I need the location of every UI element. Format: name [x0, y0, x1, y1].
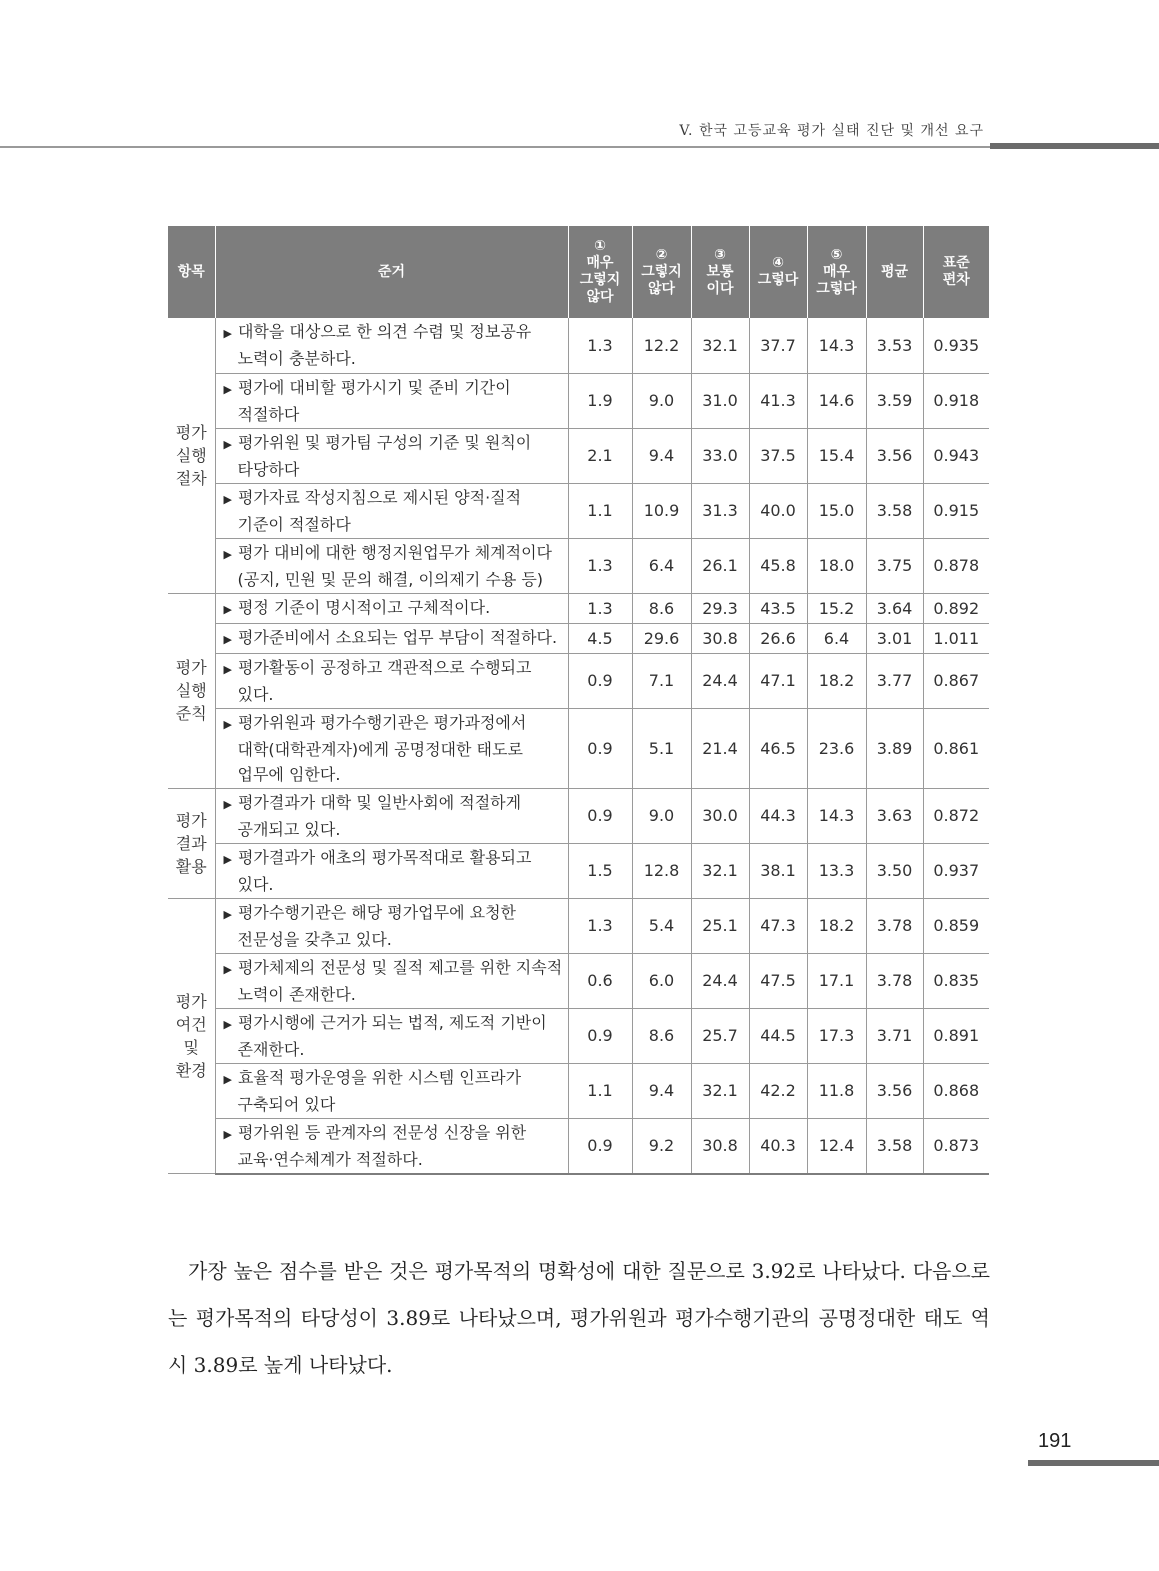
value-cell: 31.3 — [691, 483, 749, 538]
value-cell: 32.1 — [691, 1063, 749, 1118]
criterion-text: 노력이 존재한다. — [237, 984, 356, 1004]
value-cell: 43.5 — [749, 593, 807, 623]
value-cell: 3.50 — [866, 843, 923, 898]
value-cell: 0.9 — [568, 653, 632, 708]
value-cell: 46.5 — [749, 708, 807, 788]
value-cell: 37.7 — [749, 318, 807, 373]
value-cell: 18.2 — [807, 653, 866, 708]
value-cell: 32.1 — [691, 843, 749, 898]
table-row — [168, 898, 989, 953]
value-cell: 25.1 — [691, 898, 749, 953]
value-cell: 3.63 — [866, 788, 923, 843]
criterion-cell — [215, 953, 568, 1008]
table-row — [168, 788, 989, 843]
criterion-cell — [215, 623, 568, 653]
value-cell: 6.4 — [807, 623, 866, 653]
criterion-text: 효율적 평가운영을 위한 시스템 인프라가 — [237, 1067, 522, 1087]
category-cell: 평가 결과 활용 — [168, 788, 215, 898]
criterion-cell — [215, 898, 568, 953]
criterion-cell — [215, 373, 568, 428]
table-row — [168, 843, 989, 898]
bullet-arrow-icon: ▶ — [223, 907, 232, 921]
criterion-text: 타당하다 — [237, 459, 300, 479]
body-paragraph — [168, 1248, 990, 1389]
value-cell: 1.3 — [568, 538, 632, 593]
value-cell: 3.75 — [866, 538, 923, 593]
value-cell: 9.0 — [632, 373, 691, 428]
value-cell: 0.878 — [923, 538, 989, 593]
bullet-arrow-icon: ▶ — [223, 1072, 232, 1086]
value-cell: 0.867 — [923, 653, 989, 708]
header-rule — [0, 146, 990, 148]
value-cell: 13.3 — [807, 843, 866, 898]
value-cell: 17.3 — [807, 1008, 866, 1063]
value-cell: 0.9 — [568, 708, 632, 788]
value-cell: 0.873 — [923, 1118, 989, 1174]
value-cell: 14.6 — [807, 373, 866, 428]
value-cell: 33.0 — [691, 428, 749, 483]
value-cell: 24.4 — [691, 953, 749, 1008]
value-cell: 23.6 — [807, 708, 866, 788]
criterion-text: 공개되고 있다. — [237, 819, 341, 839]
value-cell: 30.8 — [691, 1118, 749, 1174]
criterion-cell — [215, 483, 568, 538]
column-header: 표준 편차 — [923, 226, 989, 318]
criterion-text: 평가에 대비할 평가시기 및 준비 기간이 — [237, 377, 511, 397]
category-cell: 평가 여건 및 환경 — [168, 898, 215, 1174]
value-cell: 41.3 — [749, 373, 807, 428]
value-cell: 14.3 — [807, 788, 866, 843]
value-cell: 0.892 — [923, 593, 989, 623]
value-cell: 1.9 — [568, 373, 632, 428]
value-cell: 14.3 — [807, 318, 866, 373]
criterion-cell — [215, 708, 568, 788]
column-header: ② 그렇지 않다 — [632, 226, 691, 318]
table-row — [168, 1008, 989, 1063]
value-cell: 25.7 — [691, 1008, 749, 1063]
value-cell: 9.2 — [632, 1118, 691, 1174]
criterion-cell — [215, 1008, 568, 1063]
running-header — [0, 116, 1159, 150]
value-cell: 0.835 — [923, 953, 989, 1008]
category-cell: 평가 실행 준칙 — [168, 593, 215, 788]
value-cell: 0.943 — [923, 428, 989, 483]
value-cell: 45.8 — [749, 538, 807, 593]
value-cell: 0.915 — [923, 483, 989, 538]
value-cell: 32.1 — [691, 318, 749, 373]
running-header-title: V. 한국 고등교육 평가 실태 진단 및 개선 요구 — [679, 123, 984, 139]
criterion-text: 대학(대학관계자)에게 공명정대한 태도로 — [237, 739, 523, 759]
criterion-text: 평가활동이 공정하고 객관적으로 수행되고 — [237, 657, 532, 677]
value-cell: 0.6 — [568, 953, 632, 1008]
criterion-cell — [215, 1063, 568, 1118]
bullet-arrow-icon: ▶ — [223, 382, 232, 396]
criterion-text: 평가위원 등 관계자의 전문성 신장을 위한 — [237, 1122, 527, 1142]
value-cell: 47.1 — [749, 653, 807, 708]
value-cell: 44.3 — [749, 788, 807, 843]
criterion-text: 평가수행기관은 해당 평가업무에 요청한 — [237, 902, 516, 922]
value-cell: 12.2 — [632, 318, 691, 373]
bullet-arrow-icon: ▶ — [223, 437, 232, 451]
value-cell: 0.868 — [923, 1063, 989, 1118]
criterion-cell — [215, 1118, 568, 1174]
value-cell: 29.6 — [632, 623, 691, 653]
column-header: ① 매우 그렇지 않다 — [568, 226, 632, 318]
value-cell: 11.8 — [807, 1063, 866, 1118]
criterion-cell — [215, 653, 568, 708]
value-cell: 15.0 — [807, 483, 866, 538]
value-cell: 2.1 — [568, 428, 632, 483]
table-row — [168, 318, 989, 373]
value-cell: 40.0 — [749, 483, 807, 538]
criterion-text: 평정 기준이 명시적이고 구체적이다. — [237, 597, 491, 617]
criterion-cell — [215, 593, 568, 623]
criterion-text: 평가결과가 애초의 평가목적대로 활용되고 — [237, 847, 532, 867]
value-cell: 47.3 — [749, 898, 807, 953]
value-cell: 18.0 — [807, 538, 866, 593]
table-row — [168, 373, 989, 428]
table-row — [168, 953, 989, 1008]
value-cell: 42.2 — [749, 1063, 807, 1118]
value-cell: 30.8 — [691, 623, 749, 653]
value-cell: 3.56 — [866, 1063, 923, 1118]
value-cell: 12.4 — [807, 1118, 866, 1174]
criterion-text: 평가위원 및 평가팀 구성의 기준 및 원칙이 — [237, 432, 532, 452]
table-row — [168, 1118, 989, 1174]
value-cell: 3.77 — [866, 653, 923, 708]
value-cell: 38.1 — [749, 843, 807, 898]
column-header: ④ 그렇다 — [749, 226, 807, 318]
value-cell: 0.918 — [923, 373, 989, 428]
value-cell: 37.5 — [749, 428, 807, 483]
criterion-cell — [215, 428, 568, 483]
value-cell: 5.4 — [632, 898, 691, 953]
value-cell: 0.937 — [923, 843, 989, 898]
value-cell: 1.5 — [568, 843, 632, 898]
value-cell: 3.59 — [866, 373, 923, 428]
bullet-arrow-icon: ▶ — [223, 962, 232, 976]
bullet-arrow-icon: ▶ — [223, 1017, 232, 1031]
body-paragraph-text: 가장 높은 점수를 받은 것은 평가목적의 명확성에 대한 질문으로 3.92로 나타났다. 다음으로는 평가목적의 타당성이 3.89로 나타났으며, 평가위원과 평가수행기관의 공명정대한 태도 역시 3.89로 높게 나타났다. — [168, 1259, 990, 1377]
value-cell: 3.58 — [866, 1118, 923, 1174]
value-cell: 4.5 — [568, 623, 632, 653]
value-cell: 0.891 — [923, 1008, 989, 1063]
table-row — [168, 1063, 989, 1118]
table-row — [168, 593, 989, 623]
criterion-text: 적절하다 — [237, 404, 300, 424]
value-cell: 5.1 — [632, 708, 691, 788]
criterion-text: 평가결과가 대학 및 일반사회에 적절하게 — [237, 792, 522, 812]
value-cell: 1.1 — [568, 483, 632, 538]
criterion-text: 있다. — [237, 684, 274, 704]
value-cell: 1.3 — [568, 898, 632, 953]
table-body — [168, 318, 989, 1174]
value-cell: 3.58 — [866, 483, 923, 538]
value-cell: 9.4 — [632, 428, 691, 483]
bullet-arrow-icon: ▶ — [223, 632, 232, 646]
page-number-rule — [1028, 1460, 1159, 1466]
criterion-cell — [215, 788, 568, 843]
criterion-text: 대학을 대상으로 한 의견 수렴 및 정보공유 — [237, 322, 532, 342]
value-cell: 26.1 — [691, 538, 749, 593]
bullet-arrow-icon: ▶ — [223, 327, 232, 341]
bullet-arrow-icon: ▶ — [223, 602, 232, 616]
value-cell: 0.9 — [568, 1008, 632, 1063]
value-cell: 1.3 — [568, 318, 632, 373]
value-cell: 18.2 — [807, 898, 866, 953]
criterion-text: 구축되어 있다 — [237, 1094, 336, 1114]
value-cell: 0.872 — [923, 788, 989, 843]
criterion-text: 기준이 적절하다 — [237, 514, 351, 534]
value-cell: 3.78 — [866, 953, 923, 1008]
value-cell: 9.4 — [632, 1063, 691, 1118]
criterion-text: 평가 대비에 대한 행정지원업무가 체계적이다 — [237, 542, 552, 562]
value-cell: 40.3 — [749, 1118, 807, 1174]
criterion-text: 평가자료 작성지침으로 제시된 양적·질적 — [237, 487, 522, 507]
value-cell: 3.89 — [866, 708, 923, 788]
table-row — [168, 428, 989, 483]
bullet-arrow-icon: ▶ — [223, 492, 232, 506]
value-cell: 0.9 — [568, 788, 632, 843]
bullet-arrow-icon: ▶ — [223, 547, 232, 561]
value-cell: 15.4 — [807, 428, 866, 483]
value-cell: 3.78 — [866, 898, 923, 953]
criterion-text: 있다. — [237, 874, 274, 894]
table-header-row — [168, 226, 989, 318]
criterion-text: 전문성을 갖추고 있다. — [237, 929, 392, 949]
value-cell: 6.4 — [632, 538, 691, 593]
value-cell: 0.861 — [923, 708, 989, 788]
table-row — [168, 653, 989, 708]
value-cell: 3.01 — [866, 623, 923, 653]
bullet-arrow-icon: ▶ — [223, 717, 232, 731]
value-cell: 3.64 — [866, 593, 923, 623]
criterion-text: 평가준비에서 소요되는 업무 부담이 적절하다. — [237, 627, 558, 647]
bullet-arrow-icon: ▶ — [223, 662, 232, 676]
value-cell: 17.1 — [807, 953, 866, 1008]
value-cell: 10.9 — [632, 483, 691, 538]
value-cell: 24.4 — [691, 653, 749, 708]
criterion-text: 평가시행에 근거가 되는 법적, 제도적 기반이 — [237, 1012, 547, 1032]
criterion-text: 교육·연수체계가 적절하다. — [237, 1149, 423, 1169]
value-cell: 29.3 — [691, 593, 749, 623]
value-cell: 31.0 — [691, 373, 749, 428]
value-cell: 1.011 — [923, 623, 989, 653]
header-rule-accent — [990, 143, 1159, 149]
value-cell: 47.5 — [749, 953, 807, 1008]
value-cell: 6.0 — [632, 953, 691, 1008]
value-cell: 26.6 — [749, 623, 807, 653]
column-header: 평균 — [866, 226, 923, 318]
criterion-text: 존재한다. — [237, 1039, 305, 1059]
value-cell: 3.53 — [866, 318, 923, 373]
table-row — [168, 483, 989, 538]
value-cell: 0.9 — [568, 1118, 632, 1174]
criterion-text: (공지, 민원 및 문의 해결, 이의제기 수용 등) — [237, 569, 544, 589]
criterion-cell — [215, 318, 568, 373]
bullet-arrow-icon: ▶ — [223, 852, 232, 866]
value-cell: 9.0 — [632, 788, 691, 843]
column-header: ⑤ 매우 그렇다 — [807, 226, 866, 318]
criterion-text: 업무에 임한다. — [237, 764, 341, 784]
value-cell: 1.3 — [568, 593, 632, 623]
bullet-arrow-icon: ▶ — [223, 1127, 232, 1141]
value-cell: 0.859 — [923, 898, 989, 953]
criterion-text: 평가위원과 평가수행기관은 평가과정에서 — [237, 712, 527, 732]
column-header: ③ 보통 이다 — [691, 226, 749, 318]
column-header: 준거 — [215, 226, 568, 318]
criterion-text: 평가체제의 전문성 및 질적 제고를 위한 지속적 — [237, 957, 563, 977]
category-cell: 평가 실행 절차 — [168, 318, 215, 593]
value-cell: 8.6 — [632, 1008, 691, 1063]
value-cell: 7.1 — [632, 653, 691, 708]
value-cell: 21.4 — [691, 708, 749, 788]
table-row — [168, 623, 989, 653]
value-cell: 0.935 — [923, 318, 989, 373]
bullet-arrow-icon: ▶ — [223, 797, 232, 811]
survey-results-table — [168, 226, 989, 1175]
value-cell: 1.1 — [568, 1063, 632, 1118]
criterion-cell — [215, 843, 568, 898]
table-row — [168, 708, 989, 788]
column-header: 항목 — [168, 226, 215, 318]
value-cell: 3.56 — [866, 428, 923, 483]
value-cell: 12.8 — [632, 843, 691, 898]
value-cell: 30.0 — [691, 788, 749, 843]
table-row — [168, 538, 989, 593]
value-cell: 15.2 — [807, 593, 866, 623]
criterion-text: 노력이 충분하다. — [237, 349, 356, 369]
value-cell: 3.71 — [866, 1008, 923, 1063]
value-cell: 44.5 — [749, 1008, 807, 1063]
value-cell: 8.6 — [632, 593, 691, 623]
criterion-cell — [215, 538, 568, 593]
page-number: 191 — [1038, 1430, 1072, 1452]
